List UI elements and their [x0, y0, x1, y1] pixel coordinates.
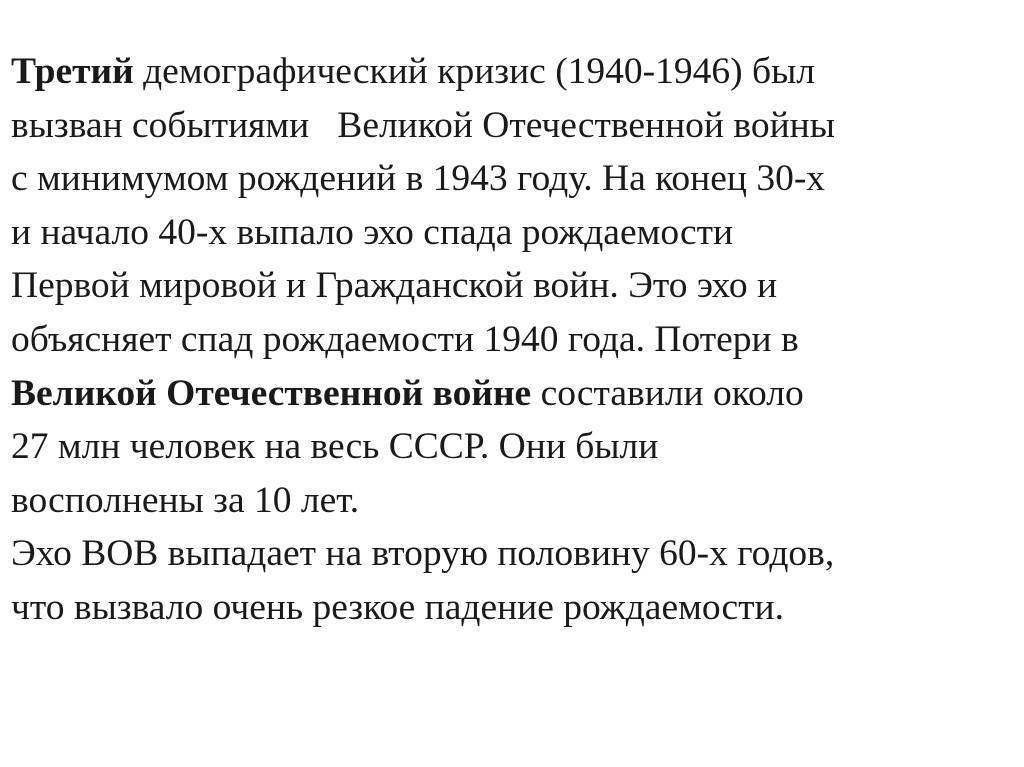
text-line-5: Первой мировой и Гражданской войн. Это эхо и — [11, 265, 778, 307]
line-text: демографический кризис (1940-1946) был — [133, 51, 816, 92]
line-text: составили около — [531, 372, 804, 414]
text-line-3: с минимумом рождений в 1943 году. На конец 30-х — [11, 158, 826, 200]
slide-body-text — [11, 45, 1015, 635]
text-line-1 — [11, 45, 1015, 99]
text-line-6: объясняет спад рождаемости 1940 года. Потери в — [11, 318, 799, 360]
bold-term: Великой Отечественной войне — [11, 372, 532, 414]
text-line-4: и начало 40-х выпало эхо спада рождаемости — [11, 211, 734, 253]
text-line-7 — [11, 367, 1015, 421]
text-line-10: Эхо ВОВ выпадает на вторую половину 60-х годов, — [11, 533, 835, 575]
text-line-9: восполнены за 10 лет. — [11, 479, 360, 521]
bold-term: Третий — [11, 51, 134, 92]
text-line-8: 27 млн человек на весь СССР. Они были — [11, 426, 659, 468]
text-line-2: вызван событиями Великой Отечественной войны — [11, 104, 835, 146]
text-line-11: что вызвало очень резкое падение рождаемости. — [11, 586, 784, 628]
